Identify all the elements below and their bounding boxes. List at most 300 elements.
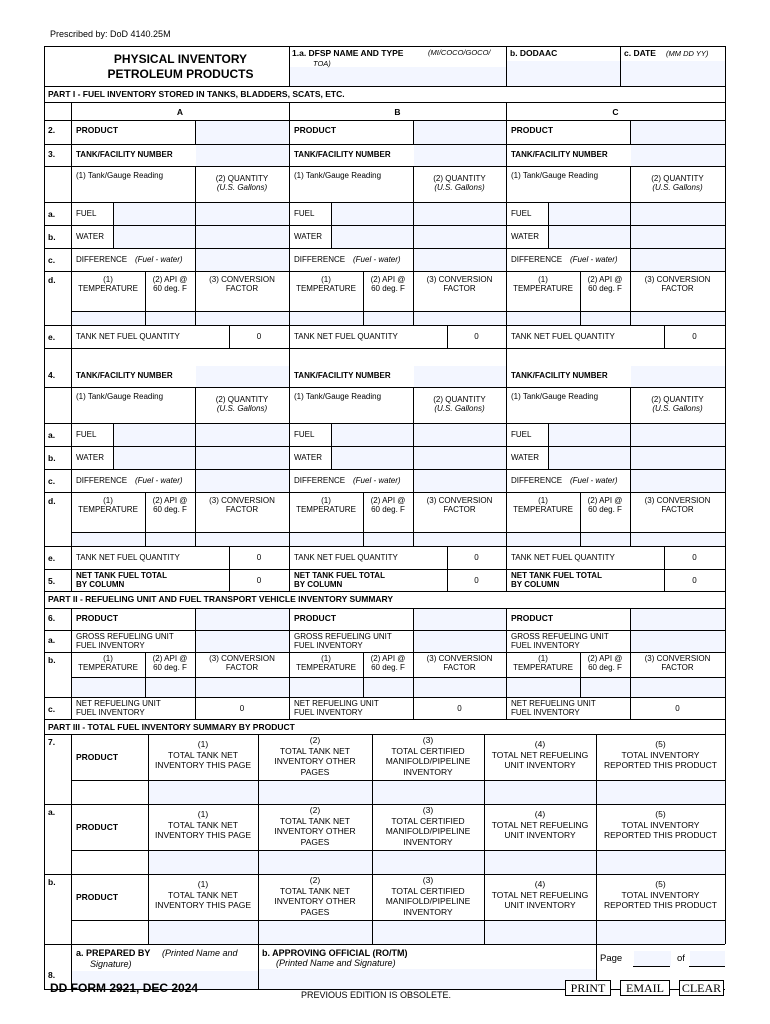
fuel-quantity-input[interactable] — [196, 203, 289, 225]
clear-button[interactable]: CLEAR — [679, 980, 724, 996]
tank-facility-label: TANK/FACILITY NUMBER — [76, 371, 173, 380]
fuel-label: FUEL — [294, 430, 315, 439]
api-label: (2) API @ — [587, 275, 623, 284]
summary-column-header: UNIT INVENTORY — [504, 760, 576, 770]
tank-net-label: TANK NET FUEL QUANTITY — [76, 332, 180, 341]
difference-hint: (Fuel - water) — [353, 476, 401, 485]
summary-column-header: MANIFOLD/PIPELINE — [385, 756, 471, 766]
difference-input[interactable] — [196, 470, 289, 492]
tank-net-value: 0 — [256, 332, 262, 341]
summary-column-header: (3) — [422, 735, 434, 745]
water-gauge-input[interactable] — [332, 447, 413, 469]
part2-title: PART II - REFUELING UNIT AND FUEL TRANSPORT VEHICLE INVENTORY SUMMARY — [48, 594, 394, 604]
fuel-label: FUEL — [511, 209, 532, 218]
product-label: PRODUCT — [76, 613, 119, 623]
summary-column-header: TOTAL INVENTORY — [621, 819, 700, 830]
water-quantity-input[interactable] — [631, 447, 725, 469]
quantity-unit: (U.S. Gallons) — [216, 183, 268, 192]
conversion-label: FACTOR — [443, 284, 476, 293]
page-number-input[interactable] — [634, 951, 671, 966]
quantity-label: (2) QUANTITY — [651, 174, 704, 183]
rule — [71, 920, 725, 921]
temperature-input[interactable] — [72, 533, 145, 546]
temperature-input[interactable] — [72, 678, 145, 697]
difference-hint: (Fuel - water) — [570, 255, 618, 264]
summary-column-header: TOTAL TANK NET — [280, 885, 350, 896]
approving-official-hint: (Printed Name and Signature) — [276, 958, 396, 968]
temperature-input[interactable] — [290, 533, 363, 546]
temperature-label: TEMPERATURE — [78, 284, 138, 293]
gross-label: GROSS REFUELING UNIT — [294, 632, 392, 641]
net-total-label: NET TANK FUEL TOTAL — [294, 571, 385, 580]
net-total-label: BY COLUMN — [294, 580, 343, 589]
summary-column-header: (5) — [655, 809, 666, 819]
rule — [44, 591, 45, 719]
summary-input[interactable] — [485, 921, 596, 944]
difference-label: DIFFERENCE — [511, 476, 563, 485]
summary-input[interactable] — [485, 851, 596, 874]
api-input[interactable] — [364, 678, 413, 697]
row-number: 6. — [48, 613, 56, 623]
tank-net-value: 0 — [474, 332, 479, 341]
row-number: b. — [48, 655, 56, 665]
temperature-input[interactable] — [507, 678, 580, 697]
dfsp-hint: TOA) — [313, 59, 331, 68]
summary-column-header: INVENTORY OTHER — [274, 826, 356, 836]
row-number: d. — [48, 275, 56, 285]
temperature-input[interactable] — [290, 312, 363, 325]
api-input[interactable] — [581, 678, 630, 697]
rule — [44, 144, 725, 145]
fuel-gauge-input[interactable] — [332, 203, 413, 225]
api-input[interactable] — [581, 312, 630, 325]
summary-column-header: UNIT INVENTORY — [504, 830, 576, 840]
rule — [71, 734, 72, 989]
fuel-label: FUEL — [511, 430, 532, 439]
rule — [44, 46, 725, 47]
summary-input[interactable] — [259, 851, 372, 874]
quantity-unit: (U.S. Gallons) — [434, 183, 485, 192]
conversion-label: (3) CONVERSION — [644, 654, 711, 663]
rule — [289, 608, 290, 719]
rule — [289, 102, 290, 591]
conversion-label: (3) CONVERSION — [644, 496, 711, 505]
summary-column-header: INVENTORY OTHER — [274, 756, 356, 766]
summary-column-header: (5) — [655, 879, 666, 889]
summary-column-header: INVENTORY THIS PAGE — [154, 760, 252, 770]
gross-label: GROSS REFUELING UNIT — [76, 632, 174, 641]
api-label: 60 deg. F — [153, 284, 187, 293]
summary-input[interactable] — [373, 781, 484, 804]
api-label: (2) API @ — [587, 654, 623, 663]
tank-facility-input[interactable] — [414, 366, 506, 387]
date-input[interactable] — [621, 61, 725, 86]
temperature-label: TEMPERATURE — [78, 663, 138, 672]
product-label: PRODUCT — [511, 125, 554, 135]
conversion-input[interactable] — [414, 312, 506, 325]
rule — [148, 734, 149, 804]
conversion-label: (3) CONVERSION — [209, 275, 275, 284]
tank-facility-input[interactable] — [631, 145, 725, 166]
rule — [44, 348, 725, 349]
summary-column-header: TOTAL TANK NET — [280, 745, 350, 756]
tank-facility-input[interactable] — [631, 366, 725, 387]
email-button[interactable]: EMAIL — [620, 980, 670, 996]
form-id: DD FORM 2921, DEC 2024 — [50, 981, 199, 995]
water-label: WATER — [76, 232, 104, 241]
gross-label: FUEL INVENTORY — [294, 641, 363, 650]
product-input[interactable] — [414, 121, 506, 144]
temperature-label: TEMPERATURE — [296, 663, 356, 672]
temperature-label: TEMPERATURE — [513, 505, 573, 514]
conversion-label: FACTOR — [443, 505, 476, 514]
summary-input[interactable] — [149, 851, 258, 874]
quantity-label: (2) QUANTITY — [433, 174, 486, 183]
api-input[interactable] — [146, 533, 195, 546]
temperature-label: TEMPERATURE — [296, 284, 356, 293]
rule — [596, 874, 597, 944]
tank-net-label: TANK NET FUEL QUANTITY — [76, 553, 180, 562]
net-refueling-label: NET REFUELING UNIT — [294, 699, 379, 708]
quantity-unit: (U.S. Gallons) — [652, 404, 703, 413]
net-refueling-value: 0 — [675, 704, 680, 713]
water-label: WATER — [511, 232, 539, 241]
product-input[interactable] — [414, 609, 506, 630]
quantity-unit: (U.S. Gallons) — [652, 183, 703, 192]
api-label: 60 deg. F — [371, 663, 405, 672]
product-label: PRODUCT — [76, 125, 119, 135]
difference-label: DIFFERENCE — [294, 476, 346, 485]
tank-net-label: TANK NET FUEL QUANTITY — [511, 332, 615, 341]
row-number: a. — [48, 209, 56, 219]
prescribed-by: Prescribed by: DoD 4140.25M — [50, 29, 171, 39]
rule — [725, 86, 726, 591]
conversion-label: FACTOR — [661, 663, 694, 672]
quantity-label: (2) QUANTITY — [215, 174, 269, 183]
form-title: PHYSICAL INVENTORY — [113, 52, 248, 66]
rule — [148, 804, 149, 874]
api-label: (2) API @ — [152, 654, 188, 663]
water-label: WATER — [76, 453, 104, 462]
api-input[interactable] — [146, 312, 195, 325]
rule — [44, 423, 725, 424]
page-total-input[interactable] — [690, 951, 725, 966]
obsolete-notice: PREVIOUS EDITION IS OBSOLETE. — [301, 990, 452, 1000]
api-label: (2) API @ — [370, 275, 406, 284]
fuel-quantity-input[interactable] — [196, 424, 289, 446]
rule — [258, 804, 259, 874]
row-number: c. — [48, 255, 56, 265]
tank-gauge-label: (1) Tank/Gauge Reading — [76, 171, 164, 180]
tank-gauge-label: (1) Tank/Gauge Reading — [76, 392, 164, 401]
summary-input[interactable] — [485, 781, 596, 804]
row-number: 7. — [48, 737, 56, 747]
product-label: PRODUCT — [76, 892, 119, 902]
conversion-input[interactable] — [414, 678, 506, 697]
fuel-quantity-input[interactable] — [414, 203, 506, 225]
rule — [44, 387, 725, 388]
summary-column-header: TOTAL CERTIFIED — [391, 885, 465, 896]
water-label: WATER — [511, 453, 539, 462]
net-total-value: 0 — [256, 576, 262, 585]
temperature-label: TEMPERATURE — [78, 505, 138, 514]
rule — [44, 719, 45, 989]
rule — [725, 608, 726, 719]
api-input[interactable] — [364, 533, 413, 546]
tank-net-value: 0 — [474, 553, 479, 562]
tank-net-value: 0 — [256, 553, 262, 562]
summary-column-header: TOTAL NET REFUELING — [491, 749, 589, 760]
tank-facility-label: TANK/FACILITY NUMBER — [76, 150, 173, 159]
summary-column-header: (2) — [309, 735, 321, 745]
net-refueling-label: FUEL INVENTORY — [294, 708, 363, 717]
tank-facility-label: TANK/FACILITY NUMBER — [511, 371, 608, 380]
summary-input[interactable] — [597, 781, 725, 804]
row-number: e. — [48, 553, 56, 563]
summary-column-header: (4) — [534, 879, 546, 889]
difference-input[interactable] — [414, 249, 506, 271]
gross-input[interactable] — [631, 631, 725, 652]
summary-column-header: TOTAL TANK NET — [168, 889, 238, 900]
summary-column-header: (5) — [655, 739, 666, 749]
fuel-gauge-input[interactable] — [332, 424, 413, 446]
difference-label: DIFFERENCE — [511, 255, 563, 264]
rule — [596, 804, 597, 874]
difference-hint: (Fuel - water) — [135, 255, 183, 264]
api-label: (2) API @ — [587, 496, 623, 505]
rule — [44, 546, 725, 547]
temperature-label: (1) — [538, 496, 548, 505]
rule — [44, 120, 725, 121]
tank-facility-input[interactable] — [196, 366, 289, 387]
summary-input[interactable] — [373, 921, 484, 944]
rule — [506, 102, 507, 591]
temperature-label: (1) — [321, 275, 331, 284]
summary-column-header: (4) — [534, 739, 546, 749]
rule — [484, 804, 485, 874]
prepared-by-hint: (Printed Name and — [162, 948, 238, 958]
water-gauge-input[interactable] — [332, 226, 413, 248]
summary-column-header: MANIFOLD/PIPELINE — [385, 826, 471, 836]
rule — [44, 166, 725, 167]
rule — [44, 102, 725, 103]
conversion-input[interactable] — [414, 533, 506, 546]
conversion-input[interactable] — [196, 533, 289, 546]
summary-column-header: INVENTORY OTHER — [274, 896, 356, 906]
temperature-input[interactable] — [290, 678, 363, 697]
fuel-gauge-input[interactable] — [549, 203, 630, 225]
summary-column-header: INVENTORY — [403, 836, 453, 847]
column-b-header: B — [394, 107, 401, 117]
difference-input[interactable] — [414, 470, 506, 492]
tank-gauge-label: (1) Tank/Gauge Reading — [294, 392, 382, 401]
water-gauge-input[interactable] — [549, 226, 630, 248]
water-gauge-input[interactable] — [114, 447, 195, 469]
fuel-gauge-input[interactable] — [114, 203, 195, 225]
net-refueling-label: FUEL INVENTORY — [76, 708, 145, 717]
rule — [44, 86, 45, 591]
net-refueling-label: NET REFUELING UNIT — [76, 699, 161, 708]
rule — [71, 780, 725, 781]
conversion-input[interactable] — [196, 312, 289, 325]
conversion-label: FACTOR — [443, 663, 476, 672]
conversion-input[interactable] — [631, 533, 725, 546]
fuel-gauge-input[interactable] — [549, 424, 630, 446]
conversion-label: FACTOR — [225, 505, 259, 514]
summary-input[interactable] — [373, 851, 484, 874]
rule — [484, 734, 485, 804]
summary-column-header: (3) — [422, 805, 434, 815]
temperature-label: TEMPERATURE — [513, 284, 573, 293]
water-quantity-input[interactable] — [631, 226, 725, 248]
summary-input[interactable] — [597, 851, 725, 874]
prepared-by-label: a. PREPARED BY — [76, 948, 151, 958]
temperature-label: (1) — [538, 654, 548, 663]
difference-label: DIFFERENCE — [76, 476, 128, 485]
summary-column-header: PAGES — [300, 906, 330, 917]
row-number: a. — [48, 635, 56, 645]
summary-column-header: TOTAL INVENTORY — [621, 749, 700, 760]
tank-facility-label: TANK/FACILITY NUMBER — [511, 150, 608, 159]
summary-column-header: TOTAL NET REFUELING — [491, 819, 589, 830]
tank-facility-label: TANK/FACILITY NUMBER — [294, 150, 391, 159]
fuel-gauge-input[interactable] — [114, 424, 195, 446]
fuel-quantity-input[interactable] — [414, 424, 506, 446]
rule — [44, 248, 725, 249]
quantity-label: (2) QUANTITY — [215, 395, 269, 404]
row-number: 8. — [48, 970, 56, 980]
temperature-label: (1) — [538, 275, 548, 284]
print-button[interactable]: PRINT — [565, 980, 611, 996]
dfsp-hint: (MI/COCO/GOCO/ — [428, 48, 491, 57]
row-number: a. — [48, 807, 56, 817]
dfsp-name-input[interactable] — [290, 67, 506, 86]
api-label: (2) API @ — [152, 275, 188, 284]
summary-column-header: (3) — [422, 875, 434, 885]
summary-column-header: TOTAL CERTIFIED — [391, 745, 465, 756]
api-label: (2) API @ — [370, 496, 406, 505]
summary-column-header: TOTAL NET REFUELING — [491, 889, 589, 900]
part3-title: PART III - TOTAL FUEL INVENTORY SUMMARY BY PRODUCT — [48, 722, 295, 732]
difference-input[interactable] — [196, 249, 289, 271]
temperature-label: (1) — [103, 496, 113, 505]
difference-input[interactable] — [631, 249, 725, 271]
conversion-label: FACTOR — [661, 505, 694, 514]
quantity-label: (2) QUANTITY — [651, 395, 704, 404]
tank-net-label: TANK NET FUEL QUANTITY — [294, 332, 398, 341]
rule — [44, 469, 725, 470]
dodaac-input[interactable] — [507, 61, 620, 86]
rule — [258, 734, 259, 804]
tank-gauge-label: (1) Tank/Gauge Reading — [511, 392, 599, 401]
net-total-value: 0 — [692, 576, 697, 585]
temperature-label: (1) — [103, 275, 113, 284]
summary-input[interactable] — [259, 921, 372, 944]
summary-column-header: TOTAL INVENTORY — [621, 889, 700, 900]
gross-input[interactable] — [196, 631, 289, 652]
conversion-input[interactable] — [631, 678, 725, 697]
row-number: b. — [48, 232, 56, 242]
net-refueling-value: 0 — [239, 704, 245, 713]
row-number: c. — [48, 476, 56, 486]
fuel-quantity-input[interactable] — [631, 203, 725, 225]
form-title: PETROLEUM PRODUCTS — [107, 67, 254, 81]
summary-input[interactable] — [259, 781, 372, 804]
summary-column-header: REPORTED THIS PRODUCT — [603, 900, 718, 910]
api-label: 60 deg. F — [371, 505, 405, 514]
product-input[interactable] — [631, 121, 725, 144]
rule — [44, 271, 725, 272]
water-gauge-input[interactable] — [549, 447, 630, 469]
rule — [44, 46, 45, 86]
summary-input[interactable] — [597, 921, 725, 944]
temperature-input[interactable] — [507, 312, 580, 325]
product-input[interactable] — [196, 609, 289, 630]
net-refueling-label: FUEL INVENTORY — [511, 708, 580, 717]
prepared-by-hint: Signature) — [90, 959, 132, 969]
temperature-input[interactable] — [507, 533, 580, 546]
rule — [44, 325, 725, 326]
rule — [596, 734, 597, 804]
of-label: of — [677, 953, 685, 964]
product-input[interactable] — [631, 609, 725, 630]
conversion-input[interactable] — [196, 678, 289, 697]
rule — [44, 202, 725, 203]
tank-facility-input[interactable] — [414, 145, 506, 166]
conversion-label: FACTOR — [225, 663, 259, 672]
tank-gauge-label: (1) Tank/Gauge Reading — [294, 171, 382, 180]
rule — [484, 874, 485, 944]
api-input[interactable] — [146, 678, 195, 697]
water-quantity-input[interactable] — [196, 447, 289, 469]
gross-label: GROSS REFUELING UNIT — [511, 632, 609, 641]
fuel-quantity-input[interactable] — [631, 424, 725, 446]
summary-column-header: INVENTORY THIS PAGE — [154, 830, 252, 840]
water-quantity-input[interactable] — [414, 226, 506, 248]
temperature-input[interactable] — [72, 312, 145, 325]
api-input[interactable] — [581, 533, 630, 546]
rule — [44, 569, 725, 570]
difference-input[interactable] — [631, 470, 725, 492]
water-gauge-input[interactable] — [114, 226, 195, 248]
gross-label: FUEL INVENTORY — [76, 641, 145, 650]
net-total-value: 0 — [474, 576, 479, 585]
water-quantity-input[interactable] — [196, 226, 289, 248]
conversion-input[interactable] — [631, 312, 725, 325]
product-label: PRODUCT — [294, 613, 337, 623]
summary-input[interactable] — [149, 921, 258, 944]
summary-column-header: INVENTORY THIS PAGE — [154, 900, 252, 910]
row-number: e. — [48, 332, 56, 342]
product-input[interactable] — [196, 121, 289, 144]
approving-official-input[interactable] — [259, 969, 596, 989]
water-quantity-input[interactable] — [414, 447, 506, 469]
conversion-label: FACTOR — [661, 284, 694, 293]
summary-column-header: UNIT INVENTORY — [504, 900, 576, 910]
api-input[interactable] — [364, 312, 413, 325]
summary-column-header: REPORTED THIS PRODUCT — [603, 760, 718, 770]
gross-input[interactable] — [414, 631, 506, 652]
rule — [44, 591, 725, 592]
difference-hint: (Fuel - water) — [353, 255, 401, 264]
tank-facility-label: TANK/FACILITY NUMBER — [294, 371, 391, 380]
difference-label: DIFFERENCE — [76, 255, 128, 264]
column-a-header: A — [176, 107, 184, 117]
api-label: (2) API @ — [370, 654, 406, 663]
row-number: 5. — [48, 576, 56, 586]
tank-facility-input[interactable] — [196, 145, 289, 166]
summary-input[interactable] — [149, 781, 258, 804]
